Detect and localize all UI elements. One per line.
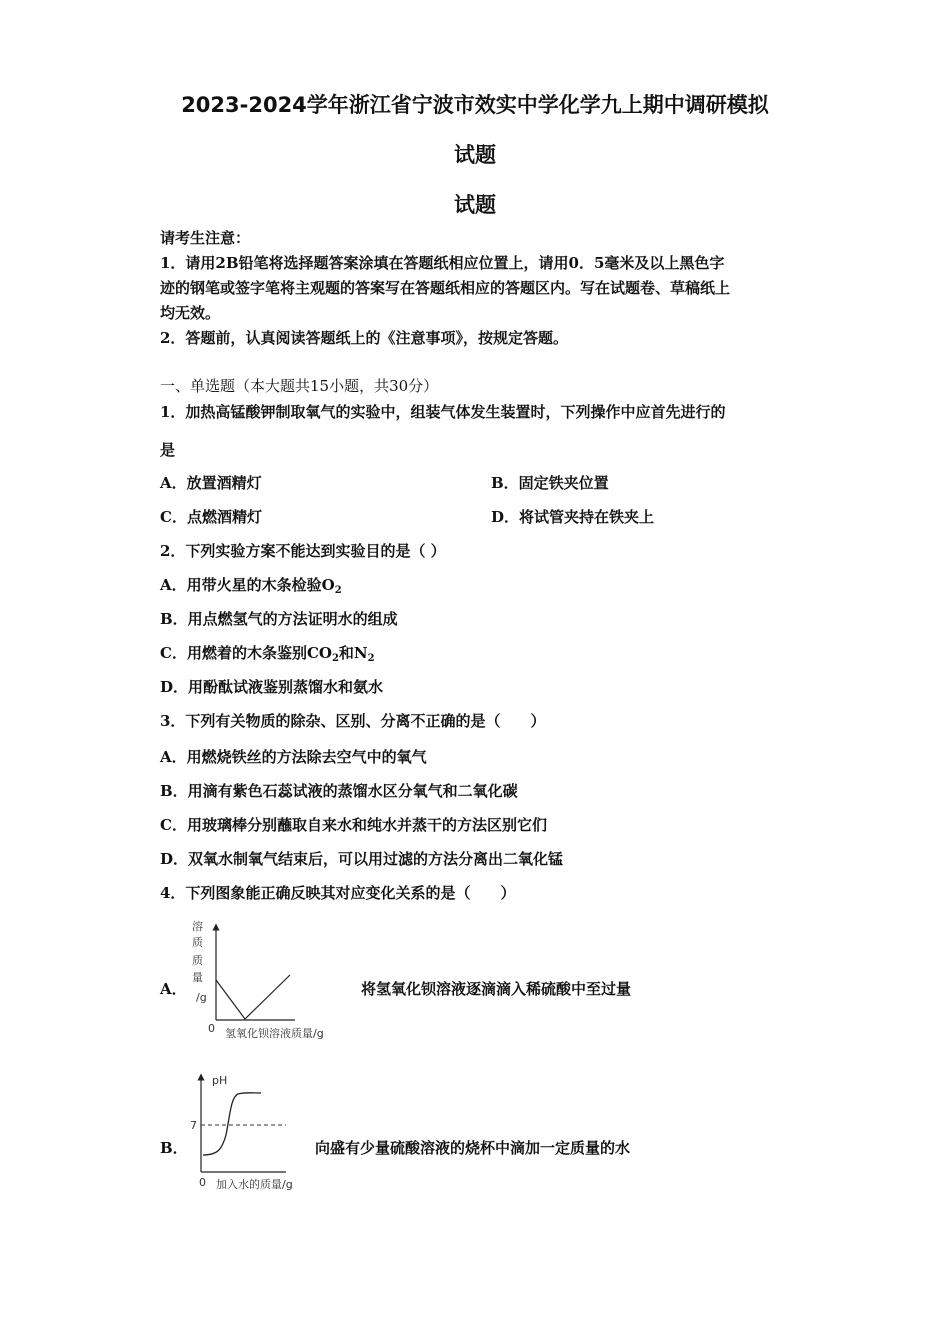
q4-option-a-label: A．: [160, 980, 187, 998]
graph-a-curve: [216, 975, 290, 1019]
graph-a-ylabel-2: 质: [192, 936, 203, 949]
graph-b-plot: [198, 1075, 308, 1175]
q3-stem: 3．下列有关物质的除杂、区别、分离不正确的是（ ）: [160, 712, 546, 730]
q2-stem: 2．下列实验方案不能达到实验目的是（ ）: [160, 542, 446, 560]
q1-option-d: D．将试管夹持在铁夹上: [491, 508, 655, 526]
graph-b-seven: 7: [190, 1119, 197, 1132]
q4-option-b-desc: 向盛有少量硫酸溶液的烧杯中滴加一定质量的水: [315, 1139, 631, 1157]
q1-option-a: A．放置酒精灯: [160, 474, 262, 492]
graph-a-origin: 0: [208, 1022, 215, 1035]
q4-option-b-label: B．: [160, 1139, 188, 1157]
q3-option-c: C．用玻璃棒分别蘸取自来水和纯水并蒸干的方法区别它们: [160, 816, 547, 834]
graph-a-plot: [210, 925, 330, 1025]
notice-item1-line2: 迹的钢笔或签字笔将主观题的答案写在答题纸相应的答题区内。写在试题卷、草稿纸上: [160, 279, 731, 297]
page-title-line2: 试题: [454, 143, 496, 167]
graph-a-yunit: /g: [196, 991, 207, 1004]
q2-option-a: A．用带火星的木条检验$O_2$: [160, 576, 342, 596]
graph-b-origin: 0: [199, 1176, 206, 1189]
page-title: 2023-2024学年浙江省宁波市效实中学化学九上期中调研模拟: [181, 93, 769, 117]
notice-item1-line3: 均无效。: [160, 304, 221, 322]
q2-option-b: B．用点燃氢气的方法证明水的组成: [160, 610, 398, 628]
graph-b-xlabel: 加入水的质量/g: [216, 1178, 293, 1191]
q1-stem-line2: 是: [160, 441, 176, 459]
notice-item2: 2．答题前，认真阅读答题纸上的《注意事项》，按规定答题。: [160, 329, 568, 347]
notice-heading: 请考生注意：: [160, 229, 251, 247]
q2-option-c: C．用燃着的木条鉴别$CO_2$和$N_2$: [160, 644, 375, 664]
section-heading: 一、单选题（本大题共15小题，共30分）: [160, 377, 439, 395]
notice-item1-line1: 1．请用2B铅笔将选择题答案涂填在答题纸相应位置上，请用0．5毫米及以上黑色字: [160, 254, 725, 272]
q4-option-a-desc: 将氢氧化钡溶液逐滴滴入稀硫酸中至过量: [361, 980, 632, 998]
graph-a-xlabel: 氢氧化钡溶液质量/g: [225, 1027, 324, 1040]
q3-option-a: A．用燃烧铁丝的方法除去空气中的氧气: [160, 748, 427, 766]
q1-stem-line1: 1．加热高锰酸钾制取氧气的实验中，组装气体发生装置时，下列操作中应首先进行的: [160, 403, 726, 421]
q4-stem: 4．下列图象能正确反映其对应变化关系的是（ ）: [160, 884, 516, 902]
q2-option-d: D．用酚酞试液鉴别蒸馏水和氨水: [160, 678, 384, 696]
graph-a-ylabel-4: 量: [192, 971, 203, 984]
q3-option-d: D．双氧水制氧气结束后，可以用过滤的方法分离出二氧化锰: [160, 850, 564, 868]
graph-a-ylabel-1: 溶: [192, 920, 203, 933]
q1-option-b: B．固定铁夹位置: [491, 474, 609, 492]
graph-b-curve: [203, 1093, 261, 1155]
page-subtitle: 试题: [454, 193, 496, 217]
graph-a-ylabel-3: 质: [192, 954, 203, 967]
graph-b-ylabel: pH: [212, 1074, 228, 1087]
q3-option-b: B．用滴有紫色石蕊试液的蒸馏水区分氧气和二氧化碳: [160, 782, 518, 800]
q1-option-c: C．点燃酒精灯: [160, 508, 262, 526]
